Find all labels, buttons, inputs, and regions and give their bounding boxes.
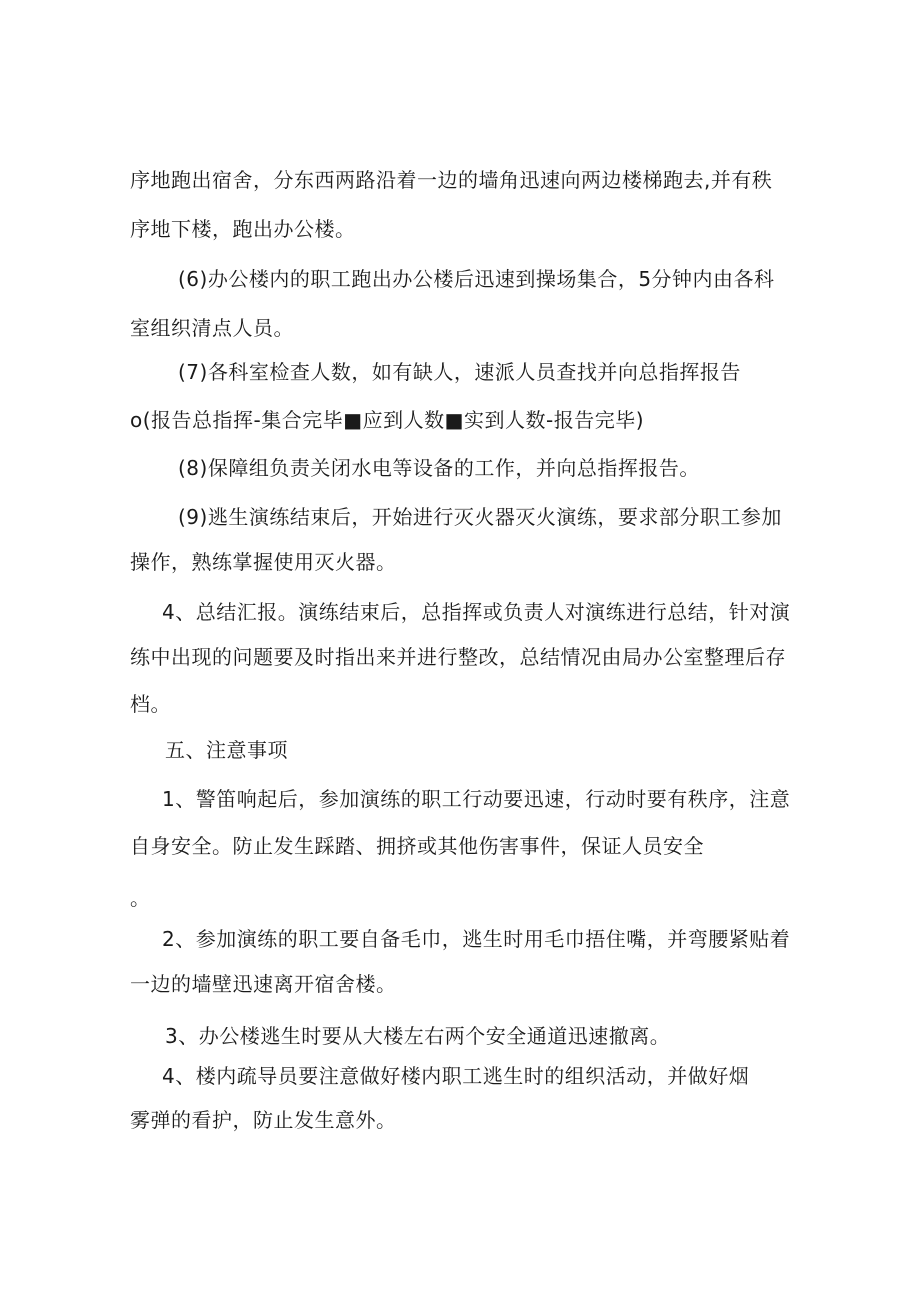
section-heading: 五、注意事项 (165, 738, 288, 762)
text-line-19: 3、办公楼逃生时要从大楼左右两个安全通道迅速撤离。 (165, 1024, 671, 1048)
text-line-7: (8)保障组负责关闭水电等设备的工作，并向总指挥报告。 (178, 456, 700, 480)
text-line-11: 练中出现的问题要及时指出来并进行整改，总结情况由局办公室整理后存 (130, 645, 786, 669)
text-line-16: 。 (130, 886, 151, 910)
text-line-4: 室组织清点人员。 (130, 316, 294, 340)
text-line-9: 操作，熟练掌握使用灭火器。 (130, 550, 397, 574)
text-line-8: (9)逃生演练结束后，开始进行灭火器灭火演练，要求部分职工参加 (178, 505, 782, 529)
text-line-2: 序地下楼，跑出办公楼。 (130, 217, 356, 241)
text-line-5: (7)各科室检查人数，如有缺人，速派人员查找并向总指挥报告 (178, 360, 741, 384)
text-line-14: 1、警笛响起后，参加演练的职工行动要迅速，行动时要有秩序，注意 (162, 787, 791, 811)
text-line-12: 档。 (130, 692, 171, 716)
text-line-1: 序地跑出宿舍，分东西两路沿着一边的墙角迅速向两边楼梯跑去,并有秩 (130, 168, 773, 192)
text-line-6: o(报告总指挥-集合完毕■应到人数■实到人数-报告完毕) (130, 408, 645, 432)
text-line-3: (6)办公楼内的职工跑出办公楼后迅速到操场集合，5分钟内由各科 (178, 267, 775, 291)
text-line-20: 4、楼内疏导员要注意做好楼内职工逃生时的组织活动，并做好烟 (162, 1064, 750, 1088)
text-line-15: 自身安全。防止发生踩踏、拥挤或其他伤害事件，保证人员安全 (130, 834, 704, 858)
text-line-18: 一边的墙壁迅速离开宿舍楼。 (130, 972, 397, 996)
text-line-10: 4、总结汇报。演练结束后，总指挥或负责人对演练进行总结，针对演 (162, 600, 791, 624)
text-line-17: 2、参加演练的职工要自备毛巾，逃生时用毛巾捂住嘴，并弯腰紧贴着 (162, 927, 791, 951)
text-line-21: 雾弹的看护，防止发生意外。 (130, 1108, 397, 1132)
